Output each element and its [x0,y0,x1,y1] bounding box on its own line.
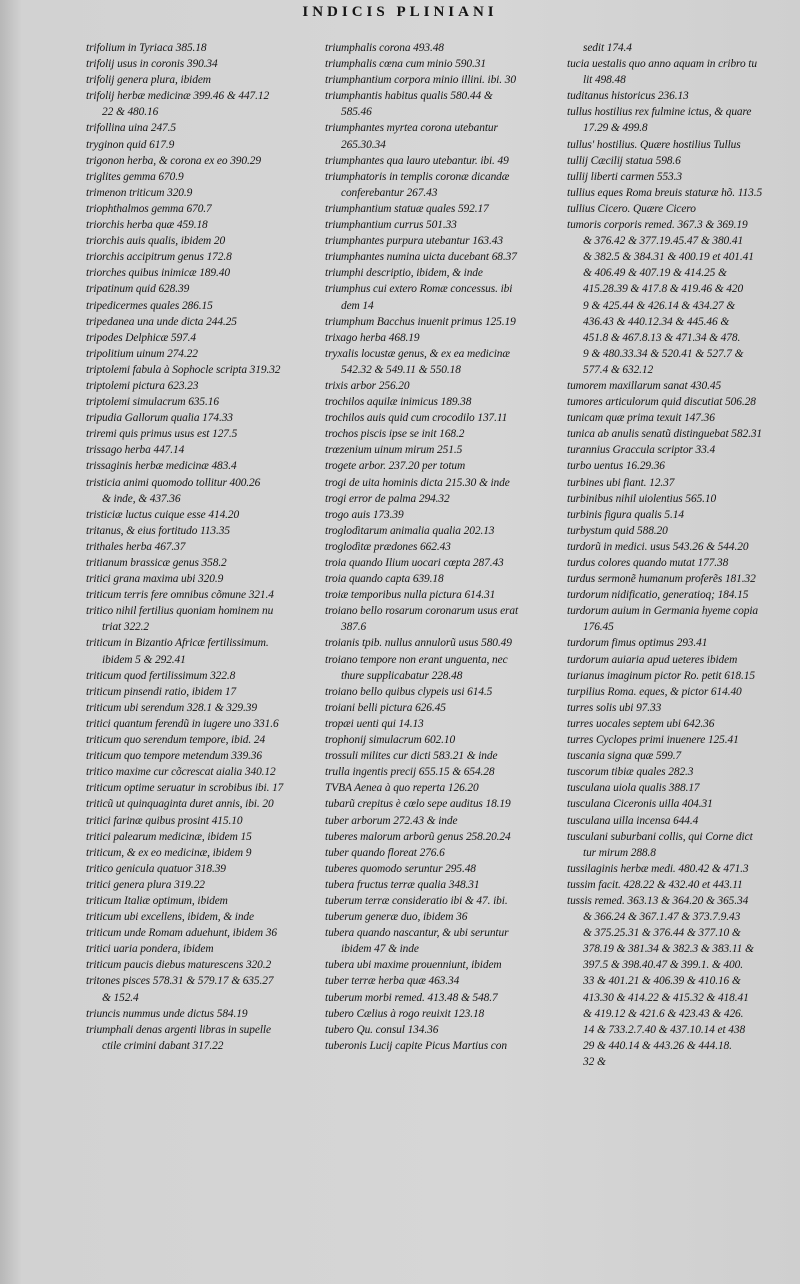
index-entry: tumores articulorum quid discutiat 506.28 [567,396,756,409]
index-entry: tritici palearum medicinæ, ibidem 15 [86,830,252,843]
index-entry: tuditanus historicus 236.13 [567,90,689,103]
index-entry: tripedicermes quales 286.15 [86,299,213,312]
index-column-2 [325,40,561,1054]
index-entry: tussim facit. 428.22 & 432.40 et 443.11 [567,878,743,891]
index-entry: 9 & 480.33.34 & 520.41 & 527.7 & [583,347,744,360]
index-entry: triuncis nummus unde dictus 584.19 [86,1007,248,1020]
index-entry: triglites gemma 670.9 [86,170,184,183]
index-entry: tristicia animi quomodo tollitur 400.26 [86,476,261,489]
index-entry: trifolij genera plura, ibidem [86,74,211,87]
index-entry: thure supplicabatur 228.48 [341,669,463,682]
index-entry: & 152.4 [102,991,139,1004]
index-entry: tritico nihil fertilius quoniam hominem nu [86,605,274,618]
index-entry: & 366.24 & 367.1.47 & 373.7.9.43 [583,911,741,924]
index-entry: triticum quo serendum tempore, ibid. 24 [86,734,266,747]
index-entry: triophthalmos gemma 670.7 [86,202,212,215]
index-entry: tuber terræ herba quæ 463.34 [325,975,460,988]
index-entry: tusculana uilla incensa 644.4 [567,814,699,827]
index-entry: tusculani suburbani collis, qui Corne dict [567,830,753,843]
index-entry: trulla ingentis precij 655.15 & 654.28 [325,766,495,779]
index-entry: triat 322.2 [102,621,149,634]
index-entry: triticum, & ex eo medicinæ, ibidem 9 [86,846,252,859]
index-entry: trifollina uina 247.5 [86,122,176,135]
index-entry: tuber quando floreat 276.6 [325,846,445,859]
index-entry: sedit 174.4 [583,42,632,54]
index-entry: tritici grana maxima ubi 320.9 [86,573,224,586]
index-entry: triticum terris fere omnibus cõmune 321.4 [86,589,274,602]
index-entry: triumphum Bacchus inuenit primus 125.19 [325,315,516,328]
index-entry: triumphantium corpora minio illini. ibi. 30 [325,74,516,87]
index-entry: tullus hostilius rex fulmine ictus, & quare [567,106,752,119]
index-entry: trithales herba 467.37 [86,540,186,553]
index-entry: ctile crimini dabant 317.22 [102,1039,224,1052]
index-entry: trissago herba 447.14 [86,444,185,457]
index-entry: 14 & 733.2.7.40 & 437.10.14 et 438 [583,1023,746,1036]
index-entry: tubera fructus terræ qualia 348.31 [325,878,480,891]
index-entry: triorchis accipitrum genus 172.8 [86,251,232,264]
index-entry: turdorum auium in Germania hyeme copia [567,605,758,618]
index-entry: 542.32 & 549.11 & 550.18 [341,363,461,376]
index-entry: tryxalis locustæ genus, & ex ea medicinæ [325,347,510,360]
index-entry: tripolitium uinum 274.22 [86,347,198,360]
index-entry: triptolemi fabula à Sophocle scripta 319.32 [86,363,281,376]
index-entry: turannius Graccula scriptor 33.4 [567,444,716,457]
index-entry: turdus colores quando mutat 177.38 [567,557,729,569]
index-entry: 413.30 & 414.22 & 415.32 & 418.41 [583,991,749,1004]
index-entry: triumphus cui extero Romæ concessus. ibi [325,283,513,296]
index-entry: troia quando capta 639.18 [325,573,444,586]
index-entry: tucia uestalis quo anno aquam in cribro tu [567,58,757,71]
index-entry: turres Cyclopes primi inuenere 125.41 [567,734,739,747]
index-entry: turres uocales septem ubi 642.36 [567,717,715,730]
index-entry: triumphalis corona 493.48 [325,42,444,54]
index-entry: triorches quibus inimicæ 189.40 [86,267,230,280]
index-column-3 [567,40,789,1070]
index-entry: triticum Italiæ optimum, ibidem [86,894,228,907]
index-entry: trixago herba 468.19 [325,331,420,344]
index-entry: turpilius Roma. eques, & pictor 614.40 [567,685,742,698]
index-entry: tripodes Delphicæ 597.4 [86,331,197,344]
index-entry: tuberum generæ duo, ibidem 36 [325,911,468,924]
index-entry: triumphantes numina uicta ducebant 68.37 [325,251,517,264]
index-entry: tripedanea una unde dicta 244.25 [86,315,237,328]
index-entry: trœzenium uinum mirum 251.5 [325,444,463,457]
index-entry: triorchis herba quæ 459.18 [86,219,208,232]
index-entry: trissaginis herbæ medicinæ 483.4 [86,460,237,473]
index-entry: trophonij simulacrum 602.10 [325,734,456,747]
index-entry: triticum ubi excellens, ibidem, & inde [86,911,254,924]
index-entry: triumphantis habitus qualis 580.44 & [325,90,493,103]
index-entry: tuberonis Lucij capite Picus Martius con [325,1039,507,1052]
index-entry: triticum paucis diebus maturescens 320.2 [86,959,272,972]
index-entry: & inde, & 437.36 [102,492,181,505]
index-entry: & 382.5 & 384.31 & 400.19 et 401.41 [583,251,754,264]
index-entry: triticum ubi serendum 328.1 & 329.39 [86,701,257,714]
index-entry: troiæ temporibus nulla pictura 614.31 [325,589,496,602]
index-entry: dem 14 [341,299,374,312]
index-entry: triumphantes myrtea corona utebantur [325,122,498,135]
index-entry: trimenon triticum 320.9 [86,186,193,199]
index-entry: conferebantur 267.43 [341,186,438,199]
index-entry: ibidem 5 & 292.41 [102,653,186,666]
index-entry: tuscania signa quæ 599.7 [567,750,682,763]
index-entry: triticum pinsendi ratio, ibidem 17 [86,685,237,698]
index-entry: turdus sermonẽ humanum proferẽs 181.32 [567,573,756,586]
index-entry: 436.43 & 440.12.34 & 445.46 & [583,315,730,328]
index-entry: tritici farinæ quibus prosint 415.10 [86,814,243,827]
index-entry: triumphali denas argenti libras in supelle [86,1023,271,1036]
index-entry: 176.45 [583,621,614,634]
index-entry: troglodìtæ prædones 662.43 [325,540,451,553]
index-entry: tritici uaria pondera, ibidem [86,943,214,956]
index-entry: & 376.42 & 377.19.45.47 & 380.41 [583,235,744,248]
index-entry: trossuli milites cur dicti 583.21 & inde [325,750,498,763]
index-entry: tusculana Ciceronis uilla 404.31 [567,798,713,811]
index-entry: tullius eques Roma breuis staturæ hõ. 113.5 [567,186,763,199]
index-entry: turres solis ubi 97.33 [567,701,662,714]
index-entry: 415.28.39 & 417.8 & 419.46 & 420 [583,283,744,296]
index-entry: 9 & 425.44 & 426.14 & 434.27 & [583,299,736,312]
index-entry: & 419.12 & 421.6 & 423.43 & 426. [583,1007,744,1020]
index-entry: turdorum auiaria apud ueteres ibidem [567,653,738,666]
index-entry: & 375.25.31 & 376.44 & 377.10 & [583,927,741,940]
index-entry: tullus' hostilius. Quære hostilius Tullus [567,138,741,151]
index-entry: triticum unde Romam aduehunt, ibidem 36 [86,927,277,940]
index-entry: triumphantes qua lauro utebantur. ibi. 49 [325,154,509,167]
index-entry: tritici genera plura 319.22 [86,878,205,891]
index-entry: tumoris corporis remed. 367.3 & 369.19 [567,219,748,232]
index-entry: triremi quis primus usus est 127.5 [86,428,238,441]
index-entry: tubera ubi maxime prouenniunt, ibidem [325,959,502,972]
index-entry: 17.29 & 499.8 [583,122,648,135]
index-entry: troiano bello rosarum coronarum usus erat [325,605,519,618]
index-entry: tuberes malorum arborũ genus 258.20.24 [325,830,511,843]
index-entry: trifolij usus in coronis 390.34 [86,58,218,71]
index-entry: tubarũ crepitus è cœlo sepe auditus 18.19 [325,798,511,811]
index-entry: turbines ubi fiant. 12.37 [567,476,675,489]
index-entry: troiani belli pictura 626.45 [325,701,446,714]
index-entry: tuber arborum 272.43 & inde [325,814,458,827]
index-entry: tritico maxime cur cõcrescat aialia 340.12 [86,766,276,779]
index-entry: 29 & 440.14 & 443.26 & 444.18. [583,1039,732,1052]
index-entry: tripatinum quid 628.39 [86,283,190,296]
running-head: INDICIS PLINIANI [302,4,498,20]
index-entry: 32 & [583,1055,606,1068]
index-entry: triticum quod fertilissimum 322.8 [86,669,236,682]
index-entry: tuberum terræ consideratio ibi & 47. ibi. [325,894,508,907]
index-entry: tripudia Gallorum qualia 174.33 [86,412,233,425]
index-entry: trochilos aquilæ inimicus 189.38 [325,396,472,409]
index-entry: tubero Cælius à rogo reuixit 123.18 [325,1007,485,1020]
index-entry: turdorũ in medici. usus 543.26 & 544.20 [567,540,749,553]
index-entry: tunicam quæ prima texuit 147.36 [567,412,715,425]
index-entry: triptolemi simulacrum 635.16 [86,396,219,409]
index-entry: 387.6 [341,621,367,634]
index-entry: tuscorum tibiæ quales 282.3 [567,766,694,779]
index-entry: triumphalis cœna cum minio 590.31 [325,58,486,71]
index-entry: ibidem 47 & inde [341,943,419,956]
index-entry: tritanus, & eius fortitudo 113.35 [86,524,230,537]
index-entry: tubero Qu. consul 134.36 [325,1023,439,1036]
index-entry: 585.46 [341,106,372,119]
index-entry: tritici quantum ferendũ in iugere uno 331.6 [86,717,279,730]
index-entry: turbinibus nihil uiolentius 565.10 [567,492,717,505]
index-entry: turianus imaginum pictor Ro. petit 618.15 [567,669,755,682]
index-entry: tullij liberti carmen 553.3 [567,170,682,183]
index-entry: tropæi uenti qui 14.13 [325,717,424,730]
index-entry: troiano bello quibus clypeis usi 614.5 [325,685,493,698]
index-entry: turbo uentus 16.29.36 [567,460,665,473]
index-entry: 33 & 401.21 & 406.39 & 410.16 & [583,975,741,988]
index-entry: trochos piscis ipse se init 168.2 [325,428,465,441]
index-column-1 [86,40,314,1054]
index-entry: trigonon herba, & corona ex eo 390.29 [86,154,261,167]
index-entry: TVBA Aenea à quo reperta 126.20 [325,782,479,795]
index-entry: 265.30.34 [341,138,386,151]
index-entry: triumphatoris in templis coronæ dicandæ [325,170,510,183]
index-entry: trogo auis 173.39 [325,508,404,521]
index-entry: tussilaginis herbæ medi. 480.42 & 471.3 [567,862,749,875]
index-entry: triticũ ut quinquaginta duret annis, ibi. 20 [86,798,274,811]
index-entry: tritianum brassicæ genus 358.2 [86,557,227,569]
index-entry: tumorem maxillarum sanat 430.45 [567,379,722,392]
index-entry: 577.4 & 632.12 [583,363,654,376]
index-entry: tubera quando nascantur, & ubi seruntur [325,927,509,940]
index-entry: triptolemi pictura 623.23 [86,379,199,392]
index-entry: turdorum fimus optimus 293.41 [567,637,708,650]
index-entry: 22 & 480.16 [102,106,159,119]
index-entry: turbinis figura qualis 5.14 [567,508,684,521]
index-entry: 451.8 & 467.8.13 & 471.34 & 478. [583,331,741,344]
index-entry: troianis tpib. nullus annulorũ usus 580.49 [325,637,512,650]
index-entry: tryginon quid 617.9 [86,138,175,151]
index-entry: troglodìtarum animalia qualia 202.13 [325,524,495,537]
index-entry: tristiciæ luctus cuique esse 414.20 [86,508,240,521]
index-entry: triticum quo tempore metendum 339.36 [86,750,262,763]
index-entry: tusculana uiola qualis 388.17 [567,782,700,795]
index-entry: trifolij herbæ medicinæ 399.46 & 447.12 [86,90,270,103]
index-entry: triticum optime seruatur in scrobibus ibi. 17 [86,782,284,795]
index-entry: tritones pisces 578.31 & 579.17 & 635.27 [86,975,274,988]
index-entry: triticum in Bizantio Africæ fertilissimum. [86,637,269,650]
index-entry: trogi error de palma 294.32 [325,492,450,505]
index-entry: troiano tempore non erant unguenta, nec [325,653,508,666]
index-entry: turdorum nidificatio, generatioq; 184.15 [567,589,749,602]
index-entry: trixis arbor 256.20 [325,379,410,392]
index-entry: tussis remed. 363.13 & 364.20 & 365.34 [567,894,749,907]
index-entry: turbystum quid 588.20 [567,524,668,537]
index-entry: 397.5 & 398.40.47 & 399.1. & 400. [583,959,743,972]
index-entry: tur mirum 288.8 [583,846,656,859]
index-entry: trochilos auis quid cum crocodilo 137.11 [325,412,508,425]
index-entry: trogi de uita hominis dicta 215.30 & inde [325,476,510,489]
index-entry: triumphantium currus 501.33 [325,219,457,232]
index-entry: tullij Cæcilij statua 598.6 [567,154,681,167]
index-entry: tunica ab anulis senatũ distinguebat 582.31 [567,428,763,441]
index-entry: triumphantes purpura utebantur 163.43 [325,235,503,248]
index-entry: tuberum morbi remed. 413.48 & 548.7 [325,991,498,1004]
index-entry: troia quando Ilium uocari cœpta 287.43 [325,557,504,569]
index-entry: trifolium in Tyriaca 385.18 [86,42,207,54]
index-entry: tuberes quomodo seruntur 295.48 [325,862,476,875]
index-entry: triumphantium statuæ quales 592.17 [325,202,489,215]
index-entry: triorchis auis qualis, ibidem 20 [86,235,226,248]
index-entry: lit 498.48 [583,74,626,87]
index-entry: trogete arbor. 237.20 per totum [325,460,466,473]
index-entry: tritico genicula quatuor 318.39 [86,862,226,875]
index-entry: triumphi descriptio, ibidem, & inde [325,267,483,280]
index-entry: tullius Cicero. Quære Cicero [567,202,696,215]
index-entry: & 406.49 & 407.19 & 414.25 & [583,267,727,280]
index-entry: 378.19 & 381.34 & 382.3 & 383.11 & [583,943,754,956]
